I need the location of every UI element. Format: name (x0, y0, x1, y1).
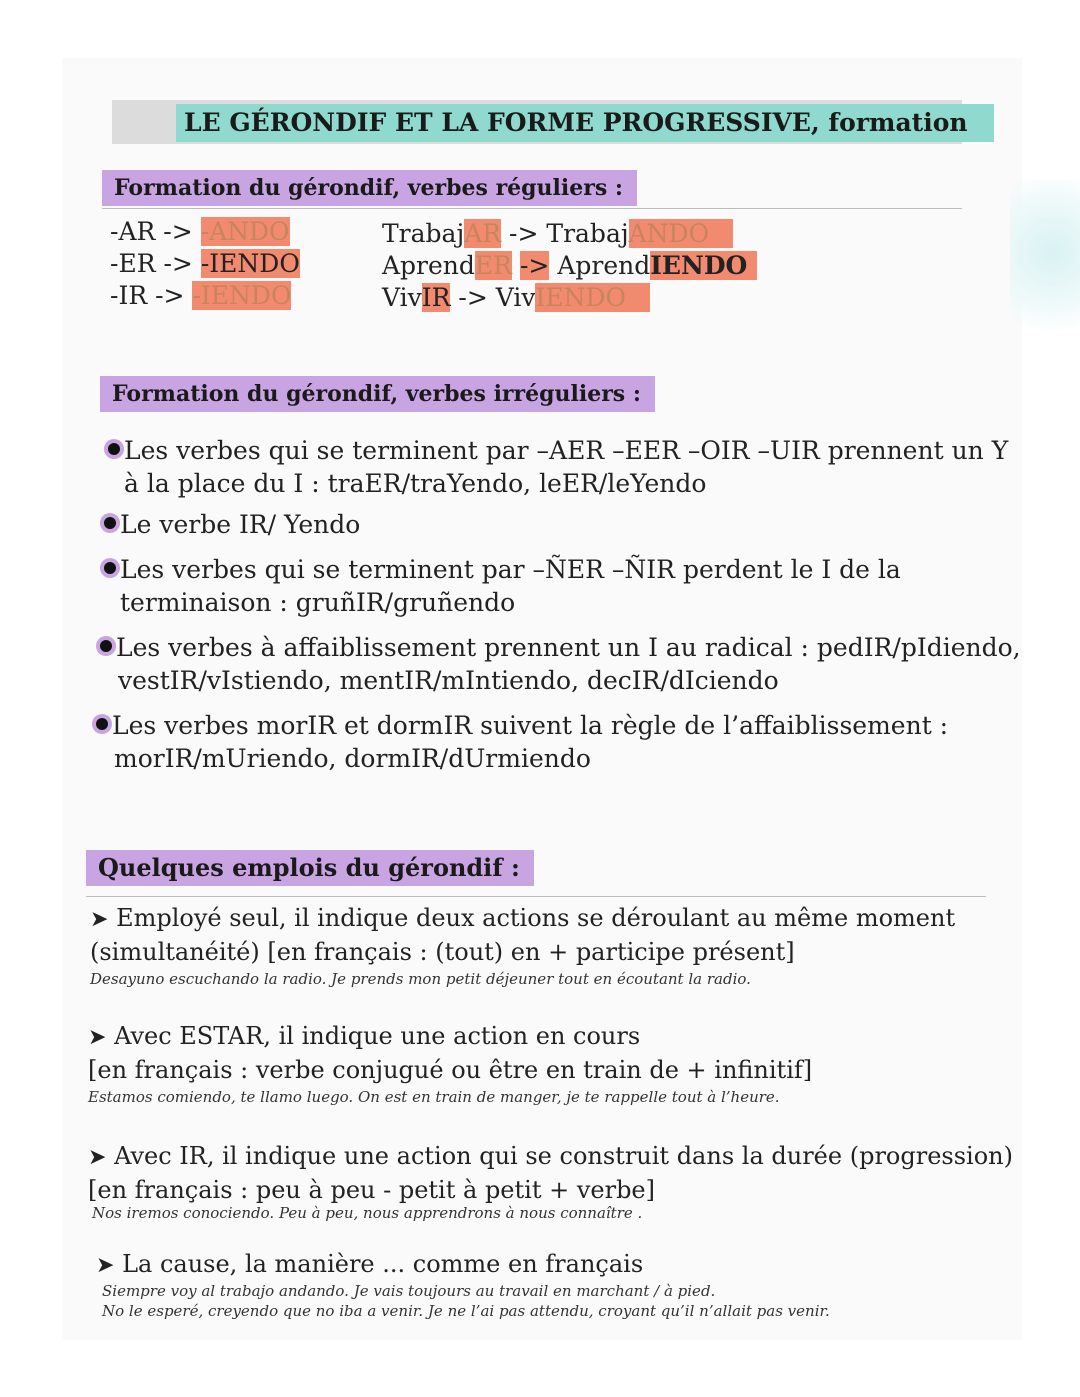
list-item: Les verbes qui se terminent par –AER –EER –OIR –UIR prennent un Y à la place du I : traER/traYendo, leER/leYendo (108, 434, 1008, 500)
example-aprender: AprendER -> AprendIENDO (382, 250, 757, 282)
arrow-icon: ➤ (96, 1253, 115, 1278)
list-item: Les verbes morIR et dormIR suivent la règle de l’affaiblissement : morIR/mUriendo, dormIR/dUrmiendo (96, 709, 948, 775)
arrow-icon: ➤ (88, 1145, 107, 1170)
use-item: ➤ Avec IR, il indique une action qui se construit dans la durée (progression) [en français : peu à peu - petit à petit + verbe] (88, 1142, 1013, 1204)
use-item: ➤ La cause, la manière ... comme en français (96, 1250, 644, 1278)
use-item: ➤ Avec ESTAR, il indique une action en cours [en français : verbe conjugué ou être en train de + infinitif] (88, 1022, 813, 1084)
list-item: Les verbes qui se terminent par –ÑER –ÑIR perdent le I de la terminaison : gruñIR/gruñendo (104, 553, 901, 619)
example-sentence: Nos iremos conociendo. Peu à peu, nous apprendrons à nous connaître . (92, 1204, 643, 1222)
bullet-icon (108, 443, 120, 455)
rule-er: -ER -> -IENDO (110, 249, 300, 278)
arrow-icon: ➤ (88, 1025, 107, 1050)
example-sentence: Siempre voy al trabajo andando. Je vais toujours au travail en marchant / à pied. (102, 1282, 716, 1300)
rule-ar: -AR -> -ANDO (110, 217, 290, 246)
use-item: ➤ Employé seul, il indique deux actions se déroulant au même moment (simultanéité) [en français : (tout) en + participe présent] (90, 904, 956, 966)
list-item: Les verbes à affaiblissement prennent un I au radical : pedIR/pIdiendo, vestIR/vIstiendo, mentIR/mIntiendo, decIR/dIciendo (100, 631, 1021, 697)
ending-highlight: -IENDO (200, 249, 300, 278)
ending-highlight: -ANDO (200, 217, 290, 246)
example-sentence: Desayuno escuchando la radio. Je prends mon petit déjeuner tout en écoutant la radio. (90, 970, 751, 988)
ending-highlight: -IENDO (192, 281, 292, 310)
section-heading-irregular: Formation du gérondif, verbes irréguliers : (100, 376, 655, 412)
example-trabajar: TrabajAR -> TrabajANDO (382, 218, 733, 250)
bullet-icon (96, 718, 108, 730)
divider (102, 208, 962, 209)
section-heading-regular: Formation du gérondif, verbes réguliers : (102, 170, 637, 206)
rule-ir: -IR -> -IENDO (110, 281, 292, 310)
paper-stain (1010, 180, 1080, 360)
example-sentence: No le esperé, creyendo que no iba a venir. Je ne l’ai pas attendu, croyant qu’il n’allait pas venir. (102, 1302, 830, 1320)
list-item: Le verbe IR/ Yendo (104, 508, 360, 541)
arrow-icon: ➤ (90, 907, 109, 932)
example-sentence: Estamos comiendo, te llamo luego. On est en train de manger, je te rappelle tout à l’heure. (88, 1088, 780, 1106)
example-vivir: VivIR -> VivIENDO (382, 282, 650, 314)
bullet-icon (100, 640, 112, 652)
bullet-icon (104, 562, 116, 574)
bullet-icon (104, 517, 116, 529)
page-title: LE GÉRONDIF ET LA FORME PROGRESSIVE, formation (176, 104, 994, 142)
divider (86, 896, 986, 897)
section-heading-uses: Quelques emplois du gérondif : (86, 850, 534, 886)
